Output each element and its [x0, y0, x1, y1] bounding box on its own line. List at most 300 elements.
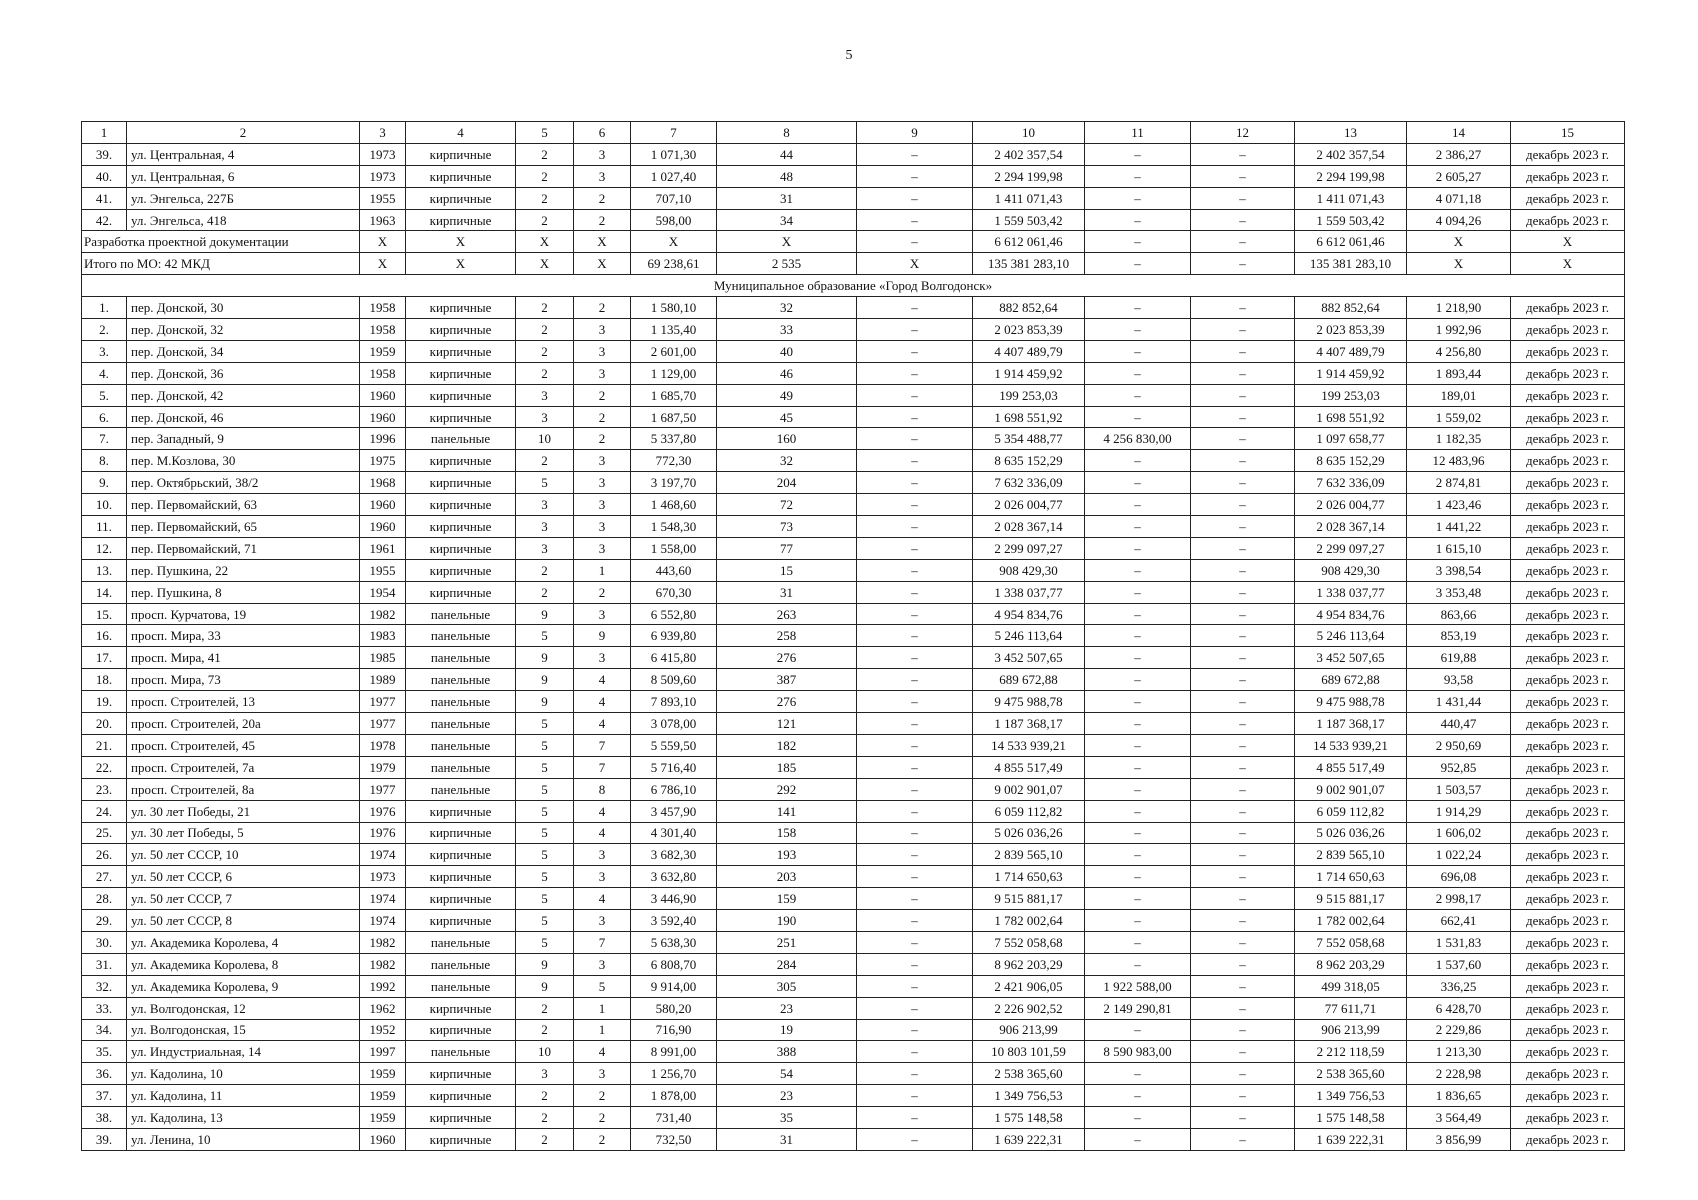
table-cell: 4 855 517,49 [1295, 756, 1407, 778]
table-cell: – [1085, 450, 1191, 472]
table-cell: 2 226 902,52 [973, 997, 1085, 1019]
table-cell: – [1085, 844, 1191, 866]
table-cell: 10 [516, 428, 574, 450]
table-cell: 9 [516, 603, 574, 625]
table-cell: 5. [82, 384, 127, 406]
table-cell: 3 [574, 647, 631, 669]
table-cell: 1992 [360, 975, 406, 997]
table-cell: – [1085, 734, 1191, 756]
table-cell: 2 [516, 450, 574, 472]
table-cell: 5 [516, 713, 574, 735]
table-cell: 2 294 199,98 [973, 165, 1085, 187]
table-cell: 4 [574, 1041, 631, 1063]
table-cell: – [857, 1107, 973, 1129]
table-cell: 1960 [360, 406, 406, 428]
table-row [82, 1085, 1625, 1107]
table-cell: 251 [717, 931, 857, 953]
table-cell: 199 253,03 [973, 384, 1085, 406]
table-cell: 135 381 283,10 [973, 253, 1085, 275]
table-row [82, 691, 1625, 713]
table-cell: 2 [516, 143, 574, 165]
table-cell: ул. Индустриальная, 14 [127, 1041, 360, 1063]
table-cell: 1 [574, 997, 631, 1019]
table-row [82, 800, 1625, 822]
table-cell: 2 023 853,39 [973, 319, 1085, 341]
table-cell: 2 028 367,14 [1295, 516, 1407, 538]
table-cell: декабрь 2023 г. [1511, 1041, 1625, 1063]
table-cell: 27. [82, 866, 127, 888]
table-cell: 1955 [360, 559, 406, 581]
table-cell: декабрь 2023 г. [1511, 559, 1625, 581]
table-cell: 1 558,00 [631, 537, 717, 559]
table-cell: 662,41 [1407, 910, 1511, 932]
table-cell: 3 452 507,65 [973, 647, 1085, 669]
table-row [82, 756, 1625, 778]
table-cell: 9 002 901,07 [973, 778, 1085, 800]
table-cell: 19. [82, 691, 127, 713]
table-cell: 7 552 058,68 [973, 931, 1085, 953]
table-cell: – [1191, 537, 1295, 559]
table-cell: 1 338 037,77 [1295, 581, 1407, 603]
table-cell: – [857, 953, 973, 975]
table-cell: 2 [516, 165, 574, 187]
table-cell: 1 782 002,64 [973, 910, 1085, 932]
table-cell: 8 590 983,00 [1085, 1041, 1191, 1063]
table-cell: 8 635 152,29 [1295, 450, 1407, 472]
table-cell: кирпичные [406, 581, 516, 603]
table-cell: кирпичные [406, 1085, 516, 1107]
table-row [82, 888, 1625, 910]
table-cell: 1982 [360, 603, 406, 625]
table-cell: – [1085, 516, 1191, 538]
table-cell: панельные [406, 647, 516, 669]
table-cell: 4 954 834,76 [1295, 603, 1407, 625]
table-cell: 598,00 [631, 209, 717, 231]
table-cell: – [1085, 472, 1191, 494]
table-row [82, 319, 1625, 341]
table-cell: 1 575 148,58 [1295, 1107, 1407, 1129]
table-cell: 3 564,49 [1407, 1107, 1511, 1129]
table-cell: – [1191, 406, 1295, 428]
table-cell: – [1191, 1041, 1295, 1063]
table-row [82, 713, 1625, 735]
table-cell: декабрь 2023 г. [1511, 362, 1625, 384]
table-cell: 7. [82, 428, 127, 450]
table-cell: 14. [82, 581, 127, 603]
table-cell: – [857, 1085, 973, 1107]
table-cell: 40. [82, 165, 127, 187]
table-cell: ул. Кадолина, 13 [127, 1107, 360, 1129]
table-row [82, 187, 1625, 209]
table-cell: 3 [574, 165, 631, 187]
table-cell: декабрь 2023 г. [1511, 910, 1625, 932]
table-cell: 276 [717, 647, 857, 669]
table-cell: – [857, 384, 973, 406]
table-cell: панельные [406, 625, 516, 647]
table-cell: декабрь 2023 г. [1511, 406, 1625, 428]
table-cell: – [1191, 559, 1295, 581]
table-cell: – [857, 406, 973, 428]
column-number-header: 13 [1295, 122, 1407, 144]
table-row [82, 165, 1625, 187]
table-cell: пер. Донской, 32 [127, 319, 360, 341]
table-cell: 1983 [360, 625, 406, 647]
table-cell: 443,60 [631, 559, 717, 581]
table-cell: 1952 [360, 1019, 406, 1041]
table-cell: 1959 [360, 1085, 406, 1107]
table-cell: декабрь 2023 г. [1511, 494, 1625, 516]
table-cell: ул. Волгодонская, 12 [127, 997, 360, 1019]
column-number-row [82, 122, 1625, 144]
table-cell: ул. 30 лет Победы, 5 [127, 822, 360, 844]
table-cell: 9 515 881,17 [973, 888, 1085, 910]
table-cell: 77 611,71 [1295, 997, 1407, 1019]
table-cell: 2 [574, 187, 631, 209]
table-cell: 6 808,70 [631, 953, 717, 975]
table-cell: кирпичные [406, 340, 516, 362]
table-cell: 25. [82, 822, 127, 844]
table-cell: 2 [574, 1085, 631, 1107]
table-cell: X [1407, 253, 1511, 275]
table-cell: 1 135,40 [631, 319, 717, 341]
table-cell: – [1085, 1085, 1191, 1107]
table-cell: 2 [516, 209, 574, 231]
table-cell: декабрь 2023 г. [1511, 756, 1625, 778]
table-cell: 30. [82, 931, 127, 953]
table-cell: 9 [574, 625, 631, 647]
table-cell: просп. Мира, 33 [127, 625, 360, 647]
table-cell: 2 [516, 1085, 574, 1107]
table-row [82, 1128, 1625, 1150]
table-cell: 1960 [360, 516, 406, 538]
table-cell: – [1191, 143, 1295, 165]
table-cell: декабрь 2023 г. [1511, 625, 1625, 647]
table-cell: 34. [82, 1019, 127, 1041]
table-cell: – [1191, 931, 1295, 953]
table-cell: 3 [574, 516, 631, 538]
table-cell: 38. [82, 1107, 127, 1129]
table-cell: кирпичные [406, 187, 516, 209]
table-row [82, 910, 1625, 932]
table-cell: 1 914 459,92 [973, 362, 1085, 384]
table-cell: 5 354 488,77 [973, 428, 1085, 450]
table-cell: – [1085, 187, 1191, 209]
table-cell: – [857, 143, 973, 165]
table-cell: просп. Строителей, 13 [127, 691, 360, 713]
table-cell: 1963 [360, 209, 406, 231]
table-cell: 6. [82, 406, 127, 428]
table-cell: 31 [717, 581, 857, 603]
table-cell: 13. [82, 559, 127, 581]
table-cell: 1960 [360, 1128, 406, 1150]
table-row [82, 494, 1625, 516]
table-cell: 2 605,27 [1407, 165, 1511, 187]
table-cell: 54 [717, 1063, 857, 1085]
column-number-header: 8 [717, 122, 857, 144]
table-cell: декабрь 2023 г. [1511, 384, 1625, 406]
table-cell: 1 714 650,63 [973, 866, 1085, 888]
table-cell: 2 538 365,60 [1295, 1063, 1407, 1085]
table-cell: кирпичные [406, 1128, 516, 1150]
table-cell: 4 [574, 800, 631, 822]
table-cell: 29. [82, 910, 127, 932]
table-cell: 14 533 939,21 [973, 734, 1085, 756]
table-cell: 1 639 222,31 [973, 1128, 1085, 1150]
table-cell: декабрь 2023 г. [1511, 319, 1625, 341]
table-cell: 387 [717, 669, 857, 691]
table-cell: 23. [82, 778, 127, 800]
table-cell: 2 299 097,27 [1295, 537, 1407, 559]
table-cell: пер. Октябрьский, 38/2 [127, 472, 360, 494]
table-cell: кирпичные [406, 822, 516, 844]
table-row [82, 647, 1625, 669]
table-cell: 2 386,27 [1407, 143, 1511, 165]
table-cell: 17. [82, 647, 127, 669]
table-cell: 5 [516, 822, 574, 844]
table-cell: 5 [516, 734, 574, 756]
table-cell: – [1085, 340, 1191, 362]
table-cell: кирпичные [406, 1107, 516, 1129]
table-cell: 1 914 459,92 [1295, 362, 1407, 384]
table-cell: 7 632 336,09 [973, 472, 1085, 494]
table-cell: 22. [82, 756, 127, 778]
table-cell: 906 213,99 [973, 1019, 1085, 1041]
table-cell: – [1191, 910, 1295, 932]
table-cell: 3 632,80 [631, 866, 717, 888]
row-label: Разработка проектной документации [82, 231, 360, 253]
table-cell: 1973 [360, 866, 406, 888]
table-cell: декабрь 2023 г. [1511, 581, 1625, 603]
table-cell: 670,30 [631, 581, 717, 603]
table-row [82, 603, 1625, 625]
table-cell: – [1085, 209, 1191, 231]
table-cell: X [574, 231, 631, 253]
table-cell: 1996 [360, 428, 406, 450]
table-cell: ул. 30 лет Победы, 21 [127, 800, 360, 822]
table-cell: 193 [717, 844, 857, 866]
table-cell: 1 559 503,42 [1295, 209, 1407, 231]
table-cell: – [1191, 450, 1295, 472]
table-cell: 1 256,70 [631, 1063, 717, 1085]
table-cell: – [1191, 253, 1295, 275]
table-cell: – [1191, 844, 1295, 866]
table-cell: 3 353,48 [1407, 581, 1511, 603]
table-cell: 141 [717, 800, 857, 822]
table-cell: – [857, 559, 973, 581]
column-number-header: 15 [1511, 122, 1625, 144]
table-cell: 8 [574, 778, 631, 800]
column-number-header: 3 [360, 122, 406, 144]
column-number-header: 10 [973, 122, 1085, 144]
table-cell: кирпичные [406, 866, 516, 888]
table-cell: 2 535 [717, 253, 857, 275]
table-cell: кирпичные [406, 297, 516, 319]
table-cell: 3 [574, 362, 631, 384]
table-cell: 908 429,30 [973, 559, 1085, 581]
table-cell: декабрь 2023 г. [1511, 888, 1625, 910]
table-cell: – [1191, 1085, 1295, 1107]
table-cell: 28. [82, 888, 127, 910]
table-cell: – [857, 625, 973, 647]
table-cell: 2 839 565,10 [973, 844, 1085, 866]
table-cell: кирпичные [406, 450, 516, 472]
table-cell: 2 212 118,59 [1295, 1041, 1407, 1063]
table-cell: – [1191, 734, 1295, 756]
table-cell: – [857, 340, 973, 362]
table-cell: 10 [516, 1041, 574, 1063]
table-cell: 4 301,40 [631, 822, 717, 844]
table-cell: 11. [82, 516, 127, 538]
table-cell: – [1085, 910, 1191, 932]
table-cell: 3 [574, 340, 631, 362]
table-row [82, 516, 1625, 538]
table-cell: 4 071,18 [1407, 187, 1511, 209]
table-cell: 1. [82, 297, 127, 319]
table-cell: 8 962 203,29 [973, 953, 1085, 975]
table-cell: 1 411 071,43 [1295, 187, 1407, 209]
table-cell: 1959 [360, 1107, 406, 1129]
table-cell: 5 026 036,26 [973, 822, 1085, 844]
table-cell: 2 [516, 340, 574, 362]
table-cell: 6 428,70 [1407, 997, 1511, 1019]
table-cell: 3 [574, 472, 631, 494]
table-cell: 5 [516, 756, 574, 778]
table-row [82, 559, 1625, 581]
table-cell: 2 [574, 428, 631, 450]
table-cell: – [1085, 537, 1191, 559]
table-cell: 2 [516, 297, 574, 319]
table-cell: 696,08 [1407, 866, 1511, 888]
table-cell: – [1191, 516, 1295, 538]
table-cell: – [1085, 713, 1191, 735]
table-row [82, 997, 1625, 1019]
table-row [82, 953, 1625, 975]
table-cell: 1 559 503,42 [973, 209, 1085, 231]
table-cell: 44 [717, 143, 857, 165]
table-cell: 1 182,35 [1407, 428, 1511, 450]
table-cell: – [1085, 559, 1191, 581]
table-cell: 2 023 853,39 [1295, 319, 1407, 341]
table-cell: 1997 [360, 1041, 406, 1063]
table-cell: – [857, 888, 973, 910]
table-cell: 2 874,81 [1407, 472, 1511, 494]
table-cell: 72 [717, 494, 857, 516]
table-cell: – [857, 209, 973, 231]
table-cell: 7 [574, 756, 631, 778]
table-cell: – [1191, 669, 1295, 691]
table-cell: 32. [82, 975, 127, 997]
table-cell: 3 [516, 406, 574, 428]
table-cell: 4 954 834,76 [973, 603, 1085, 625]
table-cell: 3 592,40 [631, 910, 717, 932]
table-row [82, 143, 1625, 165]
table-cell: 908 429,30 [1295, 559, 1407, 581]
table-cell: ул. 50 лет СССР, 8 [127, 910, 360, 932]
table-cell: 1975 [360, 450, 406, 472]
table-row [82, 1107, 1625, 1129]
table-cell: декабрь 2023 г. [1511, 734, 1625, 756]
table-cell: декабрь 2023 г. [1511, 1128, 1625, 1150]
table-cell: 2 [574, 581, 631, 603]
table-cell: – [1191, 647, 1295, 669]
table-cell: 1982 [360, 953, 406, 975]
table-row [82, 625, 1625, 647]
table-cell: просп. Мира, 41 [127, 647, 360, 669]
table-cell: 6 786,10 [631, 778, 717, 800]
table-cell: 1977 [360, 778, 406, 800]
table-cell: 5 [574, 975, 631, 997]
table-cell: 2 [516, 1019, 574, 1041]
table-cell: – [857, 669, 973, 691]
table-cell: – [1191, 209, 1295, 231]
table-cell: – [1085, 253, 1191, 275]
table-cell: кирпичные [406, 516, 516, 538]
table-cell: – [1085, 165, 1191, 187]
table-cell: 185 [717, 756, 857, 778]
table-cell: панельные [406, 691, 516, 713]
table-cell: 35. [82, 1041, 127, 1063]
table-cell: – [1191, 800, 1295, 822]
table-cell: 1 027,40 [631, 165, 717, 187]
table-cell: 2 402 357,54 [973, 143, 1085, 165]
table-cell: 2 601,00 [631, 340, 717, 362]
table-cell: 863,66 [1407, 603, 1511, 625]
total-row [82, 253, 1625, 275]
table-cell: панельные [406, 1041, 516, 1063]
table-cell: – [1085, 362, 1191, 384]
table-cell: – [857, 428, 973, 450]
table-cell: 2 149 290,81 [1085, 997, 1191, 1019]
table-cell: панельные [406, 778, 516, 800]
table-cell: – [857, 778, 973, 800]
housing-repair-table [81, 121, 1625, 1151]
table-cell: 12 483,96 [1407, 450, 1511, 472]
table-cell: – [857, 910, 973, 932]
table-cell: 5 [516, 866, 574, 888]
table-cell: 4. [82, 362, 127, 384]
column-number-header: 5 [516, 122, 574, 144]
table-cell: 2 950,69 [1407, 734, 1511, 756]
table-cell: – [1085, 297, 1191, 319]
table-cell: 4 256 830,00 [1085, 428, 1191, 450]
table-cell: 46 [717, 362, 857, 384]
table-cell: 1954 [360, 581, 406, 603]
table-cell: – [1085, 1128, 1191, 1150]
table-cell: – [1085, 953, 1191, 975]
table-cell: 1 423,46 [1407, 494, 1511, 516]
table-cell: декабрь 2023 г. [1511, 669, 1625, 691]
table-cell: пер. Донской, 30 [127, 297, 360, 319]
table-cell: 36. [82, 1063, 127, 1085]
table-cell: декабрь 2023 г. [1511, 297, 1625, 319]
table-cell: 772,30 [631, 450, 717, 472]
table-cell: 952,85 [1407, 756, 1511, 778]
table-cell: – [1085, 647, 1191, 669]
table-cell: 5 [516, 778, 574, 800]
table-cell: 18. [82, 669, 127, 691]
table-cell: ул. Кадолина, 10 [127, 1063, 360, 1085]
table-cell: 2 998,17 [1407, 888, 1511, 910]
table-cell: декабрь 2023 г. [1511, 647, 1625, 669]
table-cell: 8 962 203,29 [1295, 953, 1407, 975]
table-cell: кирпичные [406, 800, 516, 822]
column-number-header: 9 [857, 122, 973, 144]
table-cell: 33 [717, 319, 857, 341]
table-cell: 9 [516, 691, 574, 713]
table-cell: 159 [717, 888, 857, 910]
table-cell: декабрь 2023 г. [1511, 1019, 1625, 1041]
table-cell: 2 [574, 1107, 631, 1129]
